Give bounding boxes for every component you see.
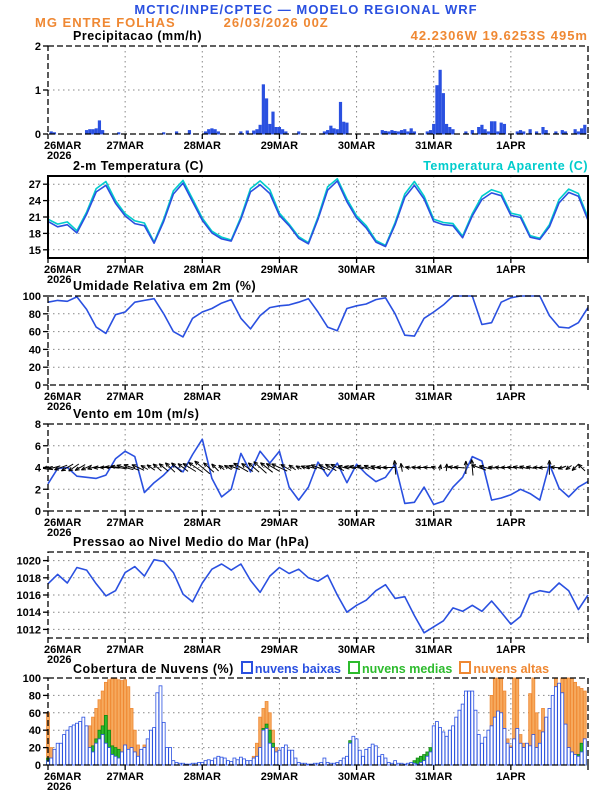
svg-text:30MAR: 30MAR bbox=[337, 391, 376, 403]
humidity-chart bbox=[0, 288, 612, 411]
svg-text:2026: 2026 bbox=[47, 401, 72, 411]
svg-text:29MAR: 29MAR bbox=[260, 264, 299, 276]
svg-text:31MAR: 31MAR bbox=[415, 391, 453, 403]
svg-text:1APR: 1APR bbox=[496, 517, 526, 529]
svg-text:1APR: 1APR bbox=[496, 264, 526, 276]
svg-text:100: 100 bbox=[22, 673, 41, 685]
svg-text:26MAR: 26MAR bbox=[44, 644, 82, 656]
precipitation-chart bbox=[0, 38, 612, 160]
svg-text:0: 0 bbox=[34, 380, 41, 392]
svg-text:31MAR: 31MAR bbox=[415, 644, 453, 656]
svg-text:1014: 1014 bbox=[16, 607, 41, 620]
svg-text:27MAR: 27MAR bbox=[106, 644, 144, 656]
svg-text:6: 6 bbox=[34, 440, 41, 453]
svg-text:8: 8 bbox=[34, 419, 41, 431]
svg-text:26MAR: 26MAR bbox=[44, 140, 82, 152]
station-label: MG ENTRE FOLHAS bbox=[35, 15, 176, 30]
temperature-chart bbox=[0, 168, 612, 284]
svg-text:26MAR: 26MAR bbox=[44, 517, 82, 529]
svg-text:29MAR: 29MAR bbox=[260, 771, 299, 783]
wind-chart bbox=[0, 416, 612, 537]
svg-text:40: 40 bbox=[28, 344, 41, 357]
cloud-cover-chart bbox=[0, 670, 612, 791]
panel-title-umidade: Umidade Relativa em 2m (%) bbox=[73, 279, 257, 293]
svg-text:27: 27 bbox=[28, 179, 41, 192]
svg-text:28MAR: 28MAR bbox=[183, 771, 221, 783]
panel-title-vento: Vento em 10m (m/s) bbox=[73, 407, 200, 421]
svg-text:30MAR: 30MAR bbox=[337, 771, 376, 783]
svg-text:31MAR: 31MAR bbox=[415, 771, 453, 783]
svg-text:1020: 1020 bbox=[16, 555, 41, 568]
svg-text:60: 60 bbox=[28, 707, 41, 720]
svg-text:31MAR: 31MAR bbox=[415, 517, 453, 529]
svg-text:2026: 2026 bbox=[47, 150, 72, 160]
svg-text:21: 21 bbox=[28, 212, 41, 224]
svg-text:27MAR: 27MAR bbox=[106, 264, 144, 276]
svg-text:26MAR: 26MAR bbox=[44, 391, 82, 403]
svg-text:1016: 1016 bbox=[16, 590, 41, 602]
svg-text:2026: 2026 bbox=[47, 654, 72, 664]
coordinates-label: 42.2306W 19.6253S 495m bbox=[410, 28, 588, 43]
svg-text:31MAR: 31MAR bbox=[415, 264, 453, 276]
svg-text:80: 80 bbox=[28, 690, 41, 703]
pressure-chart bbox=[0, 544, 612, 664]
svg-text:29MAR: 29MAR bbox=[260, 140, 299, 152]
svg-text:28MAR: 28MAR bbox=[183, 140, 221, 152]
svg-text:2: 2 bbox=[34, 484, 41, 497]
svg-text:30MAR: 30MAR bbox=[337, 517, 376, 529]
svg-text:1APR: 1APR bbox=[496, 644, 526, 656]
panel-title-temperatura: 2-m Temperatura (C) bbox=[73, 159, 204, 173]
svg-text:60: 60 bbox=[28, 326, 41, 339]
svg-text:30MAR: 30MAR bbox=[337, 264, 376, 276]
svg-text:0: 0 bbox=[34, 760, 41, 772]
legend-nuvens-baixas: nuvens baixas bbox=[241, 661, 341, 676]
legend-nuvens-medias: nuvens medias bbox=[348, 661, 452, 676]
svg-text:28MAR: 28MAR bbox=[183, 644, 221, 656]
svg-text:26MAR: 26MAR bbox=[44, 264, 82, 276]
svg-text:26MAR: 26MAR bbox=[44, 771, 82, 783]
svg-text:0: 0 bbox=[34, 506, 41, 518]
run-timestamp: 26/03/2026 00Z bbox=[223, 15, 329, 30]
svg-text:1018: 1018 bbox=[16, 572, 41, 585]
svg-text:27MAR: 27MAR bbox=[106, 771, 144, 783]
svg-text:27MAR: 27MAR bbox=[106, 517, 144, 529]
svg-text:1APR: 1APR bbox=[496, 140, 526, 152]
svg-text:15: 15 bbox=[28, 244, 41, 257]
panel-title-temperatura-aparente: Temperatura Aparente (C) bbox=[423, 159, 588, 173]
svg-text:29MAR: 29MAR bbox=[260, 644, 299, 656]
svg-text:27MAR: 27MAR bbox=[106, 391, 144, 403]
svg-text:28MAR: 28MAR bbox=[183, 264, 221, 276]
svg-text:29MAR: 29MAR bbox=[260, 391, 299, 403]
svg-text:2026: 2026 bbox=[47, 781, 72, 791]
svg-text:30MAR: 30MAR bbox=[337, 140, 376, 152]
model-title: MCTIC/INPE/CPTEC — MODELO REGIONAL WRF bbox=[134, 2, 478, 17]
svg-text:0: 0 bbox=[34, 129, 41, 141]
svg-text:24: 24 bbox=[28, 195, 41, 208]
svg-text:20: 20 bbox=[28, 362, 41, 375]
svg-text:1012: 1012 bbox=[16, 624, 41, 637]
svg-text:2026: 2026 bbox=[47, 274, 72, 284]
panel-title-pressao: Pressao ao Nivel Medio do Mar (hPa) bbox=[73, 535, 310, 549]
svg-text:80: 80 bbox=[28, 308, 41, 321]
svg-text:18: 18 bbox=[28, 228, 41, 241]
legend-nuvens-altas: nuvens altas bbox=[459, 661, 549, 676]
svg-text:27MAR: 27MAR bbox=[106, 140, 144, 152]
svg-text:31MAR: 31MAR bbox=[415, 140, 453, 152]
svg-text:100: 100 bbox=[22, 291, 41, 303]
svg-text:4: 4 bbox=[34, 462, 41, 475]
svg-text:30MAR: 30MAR bbox=[337, 644, 376, 656]
svg-text:20: 20 bbox=[28, 742, 41, 755]
svg-text:1APR: 1APR bbox=[496, 771, 526, 783]
svg-text:1: 1 bbox=[34, 85, 41, 97]
panel-title-nuvens: Cobertura de Nuvens (%) bbox=[73, 661, 234, 676]
panel-title-precipitacao: Precipitacao (mm/h) bbox=[73, 29, 202, 43]
svg-text:1APR: 1APR bbox=[496, 391, 526, 403]
svg-text:2: 2 bbox=[34, 41, 41, 53]
svg-text:28MAR: 28MAR bbox=[183, 391, 221, 403]
svg-text:40: 40 bbox=[28, 725, 41, 738]
svg-text:2026: 2026 bbox=[47, 527, 72, 537]
svg-text:28MAR: 28MAR bbox=[183, 517, 221, 529]
svg-text:29MAR: 29MAR bbox=[260, 517, 299, 529]
